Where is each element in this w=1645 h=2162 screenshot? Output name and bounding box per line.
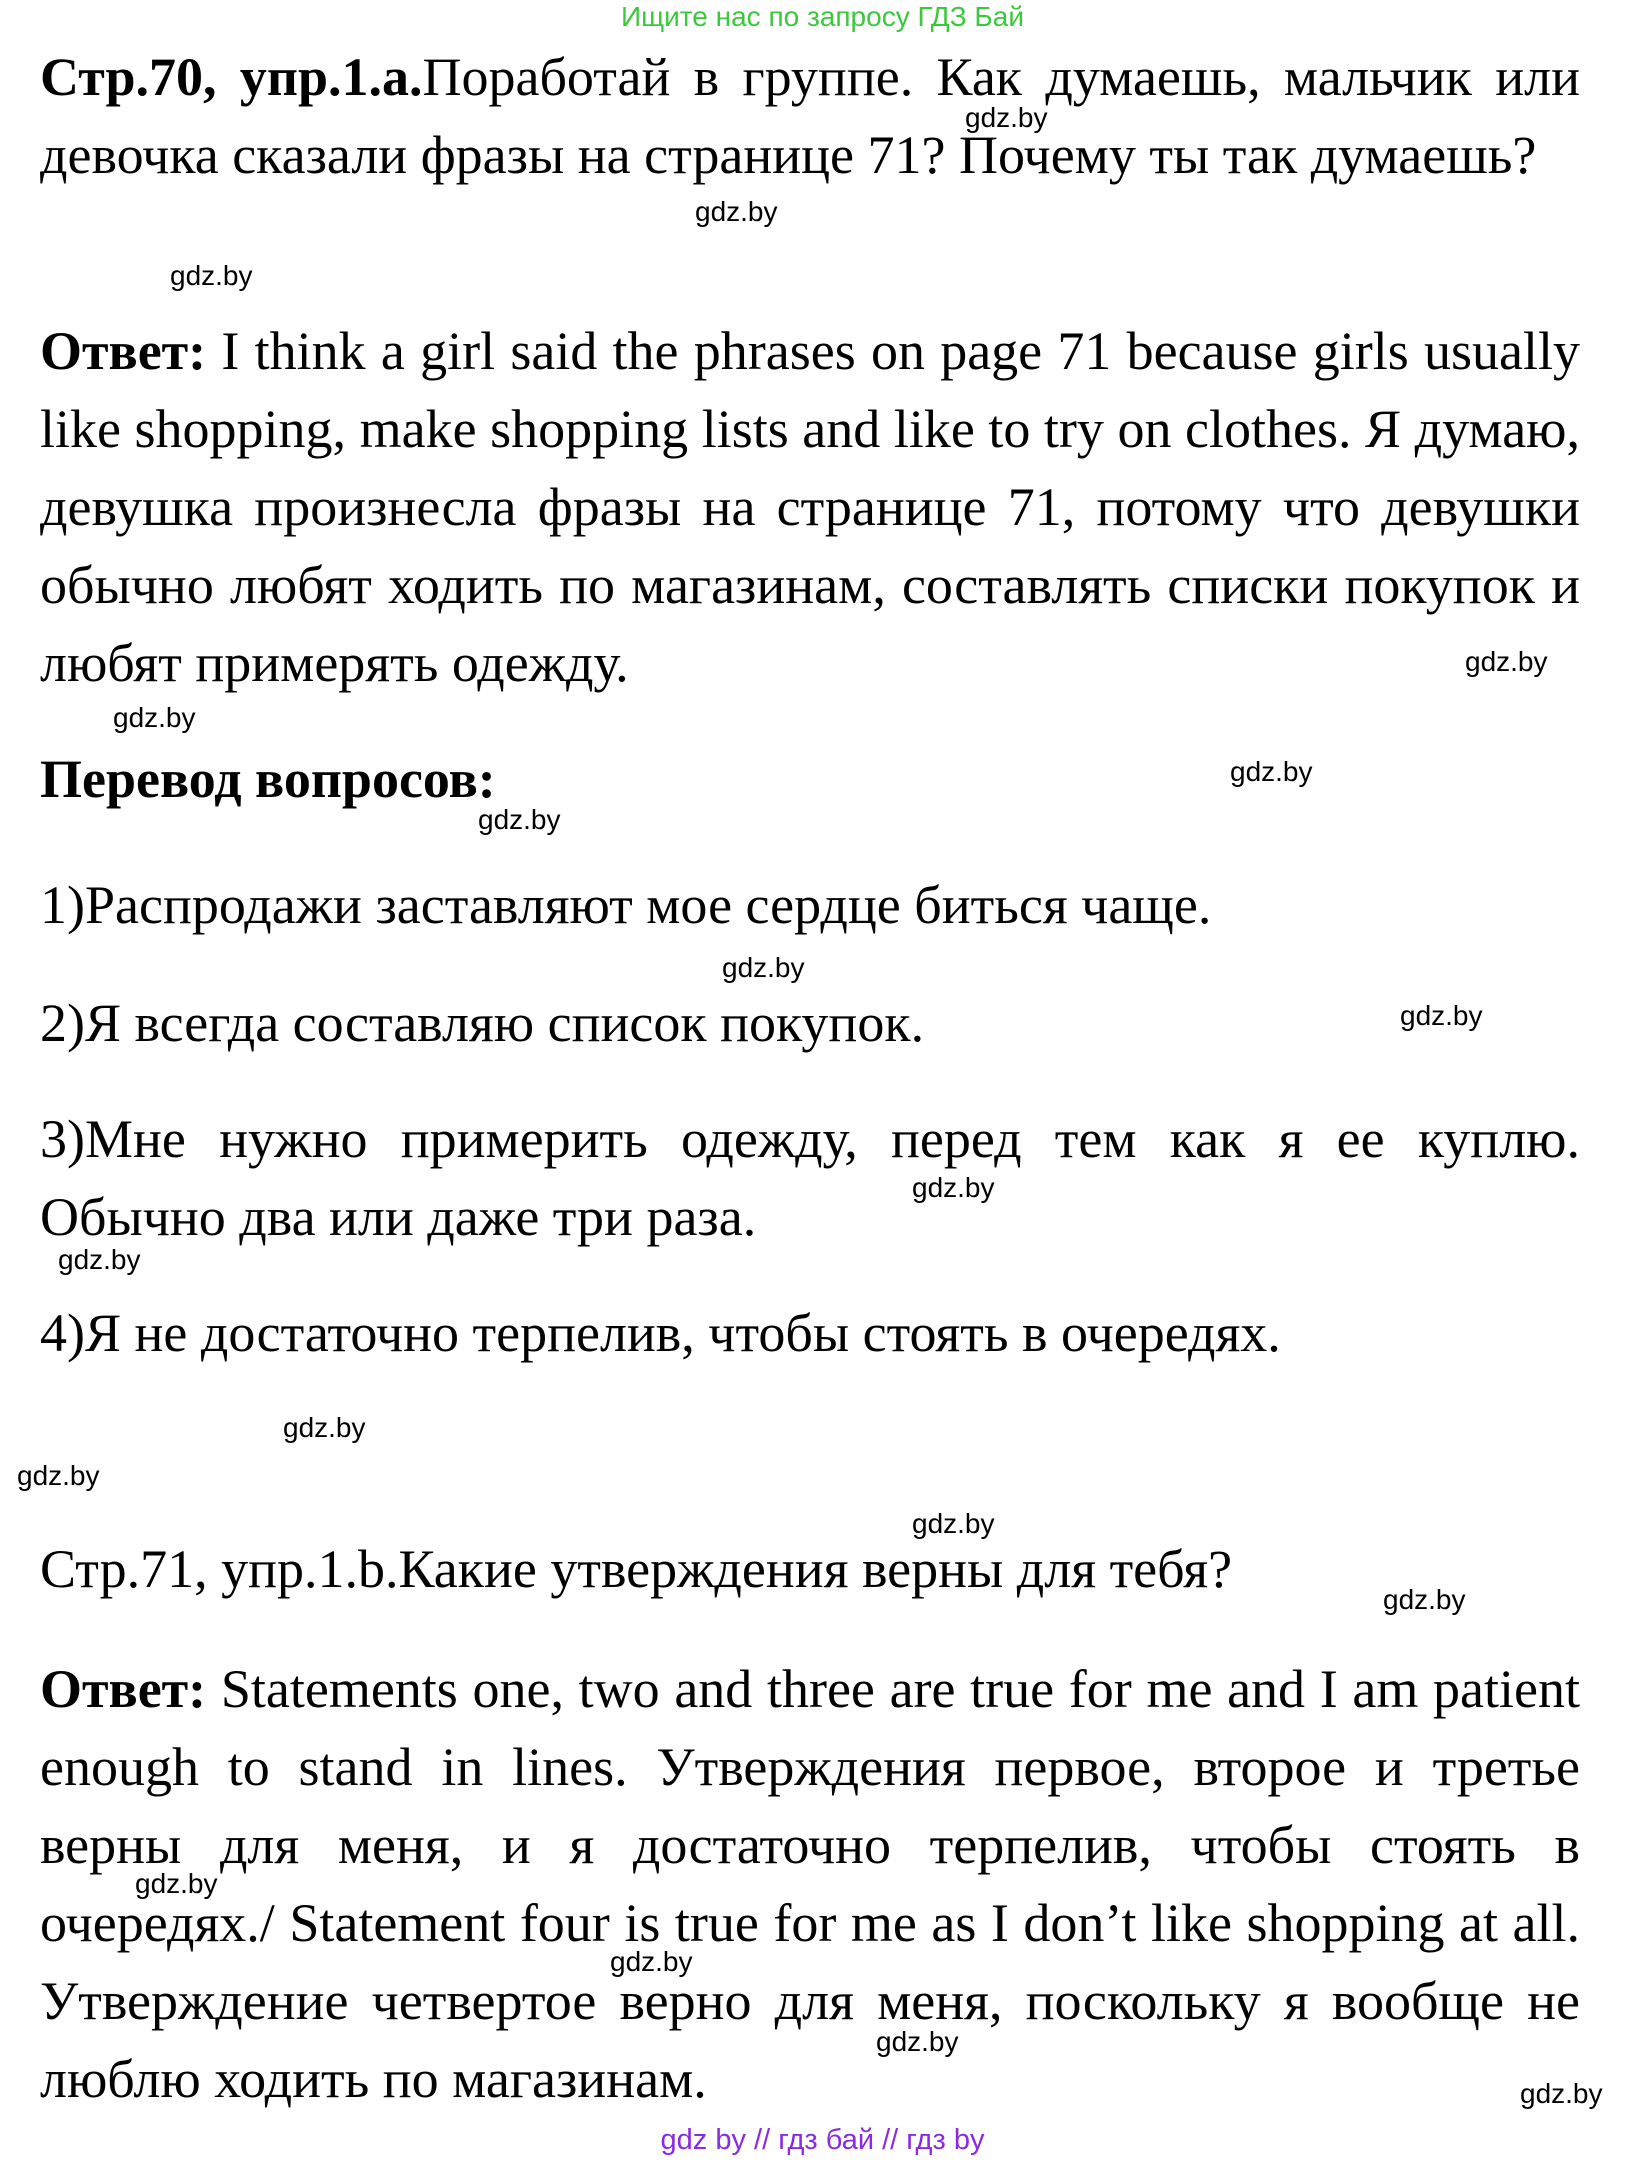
watermark: gdz.by xyxy=(1520,2078,1603,2109)
watermark: gdz.by xyxy=(965,102,1048,133)
watermark: gdz.by xyxy=(1230,756,1313,787)
watermark: gdz.by xyxy=(478,804,561,835)
search-banner: Ищите нас по запросу ГДЗ Бай xyxy=(620,1,1025,32)
watermark: gdz.by xyxy=(283,1412,366,1443)
exercise-1a-answer xyxy=(40,312,1580,702)
watermark: gdz.by xyxy=(1465,646,1548,677)
exercise-1a-question: Поработай в группе. Как думаешь, мальчик или девочка сказали фразы на странице 71? Почему ты так думаешь? xyxy=(40,47,1580,185)
translation-item-2: 2)Я всегда составляю список покупок. xyxy=(40,993,925,1053)
exercise-1a-task xyxy=(40,38,1580,194)
watermark: gdz.by xyxy=(17,1460,100,1491)
watermark: gdz.by xyxy=(912,1508,995,1539)
exercise-1a-answer-label: Ответ: xyxy=(40,321,207,381)
translation-heading: Перевод вопросов: xyxy=(40,749,496,809)
watermark: gdz.by xyxy=(1400,1000,1483,1031)
exercise-1b-answer-text: Statements one, two and three are true for me and I am patient enough to stand in lines. Утверждения первое, второе и третье верны для меня, и я достаточно терпелив, чтобы стоять в очередях./ Statement four is true for me as I don’t like shopping at all. Утверждение четвертое верно для меня, поскольку я вообще не люблю ходить по магазинам. xyxy=(40,1659,1580,2109)
footer-links: gdz by // гдз бай // гдз by xyxy=(660,2124,985,2156)
watermark: gdz.by xyxy=(610,1946,693,1977)
exercise-1b-answer xyxy=(40,1650,1580,2118)
watermark: gdz.by xyxy=(912,1172,995,1203)
watermark: gdz.by xyxy=(876,2026,959,2057)
exercise-1b-task xyxy=(40,1530,1600,1608)
watermark: gdz.by xyxy=(113,702,196,733)
watermark: gdz.by xyxy=(170,260,253,291)
watermark: gdz.by xyxy=(722,952,805,983)
translation-item-4: 4)Я не достаточно терпелив, чтобы стоять в очередях. xyxy=(40,1303,1281,1363)
watermark: gdz.by xyxy=(135,1868,218,1899)
translation-item-3: 3)Мне нужно примерить одежду, перед тем как я ее куплю. Обычно два или даже три раза. xyxy=(40,1109,1580,1247)
exercise-1a-answer-text: I think a girl said the phrases on page 71 because girls usually like shopping, make shopping lists and like to try on clothes. Я думаю, девушка произнесла фразы на странице 71, потому что девушки обычно любят ходить по магазинам, составлять списки покупок и любят примерять одежду. xyxy=(40,321,1580,693)
watermark: gdz.by xyxy=(58,1244,141,1275)
watermark: gdz.by xyxy=(1383,1584,1466,1615)
translation-item-1: 1)Распродажи заставляют мое сердце биться чаще. xyxy=(40,875,1212,935)
exercise-1b-answer-label: Ответ: xyxy=(40,1659,207,1719)
exercise-1b-question: Какие утверждения верны для тебя? xyxy=(398,1539,1233,1599)
watermark: gdz.by xyxy=(695,196,778,227)
exercise-1b-label: Стр.71, упр.1.b. xyxy=(40,1539,399,1599)
exercise-1a-label: Стр.70, упр.1.a. xyxy=(40,47,423,107)
